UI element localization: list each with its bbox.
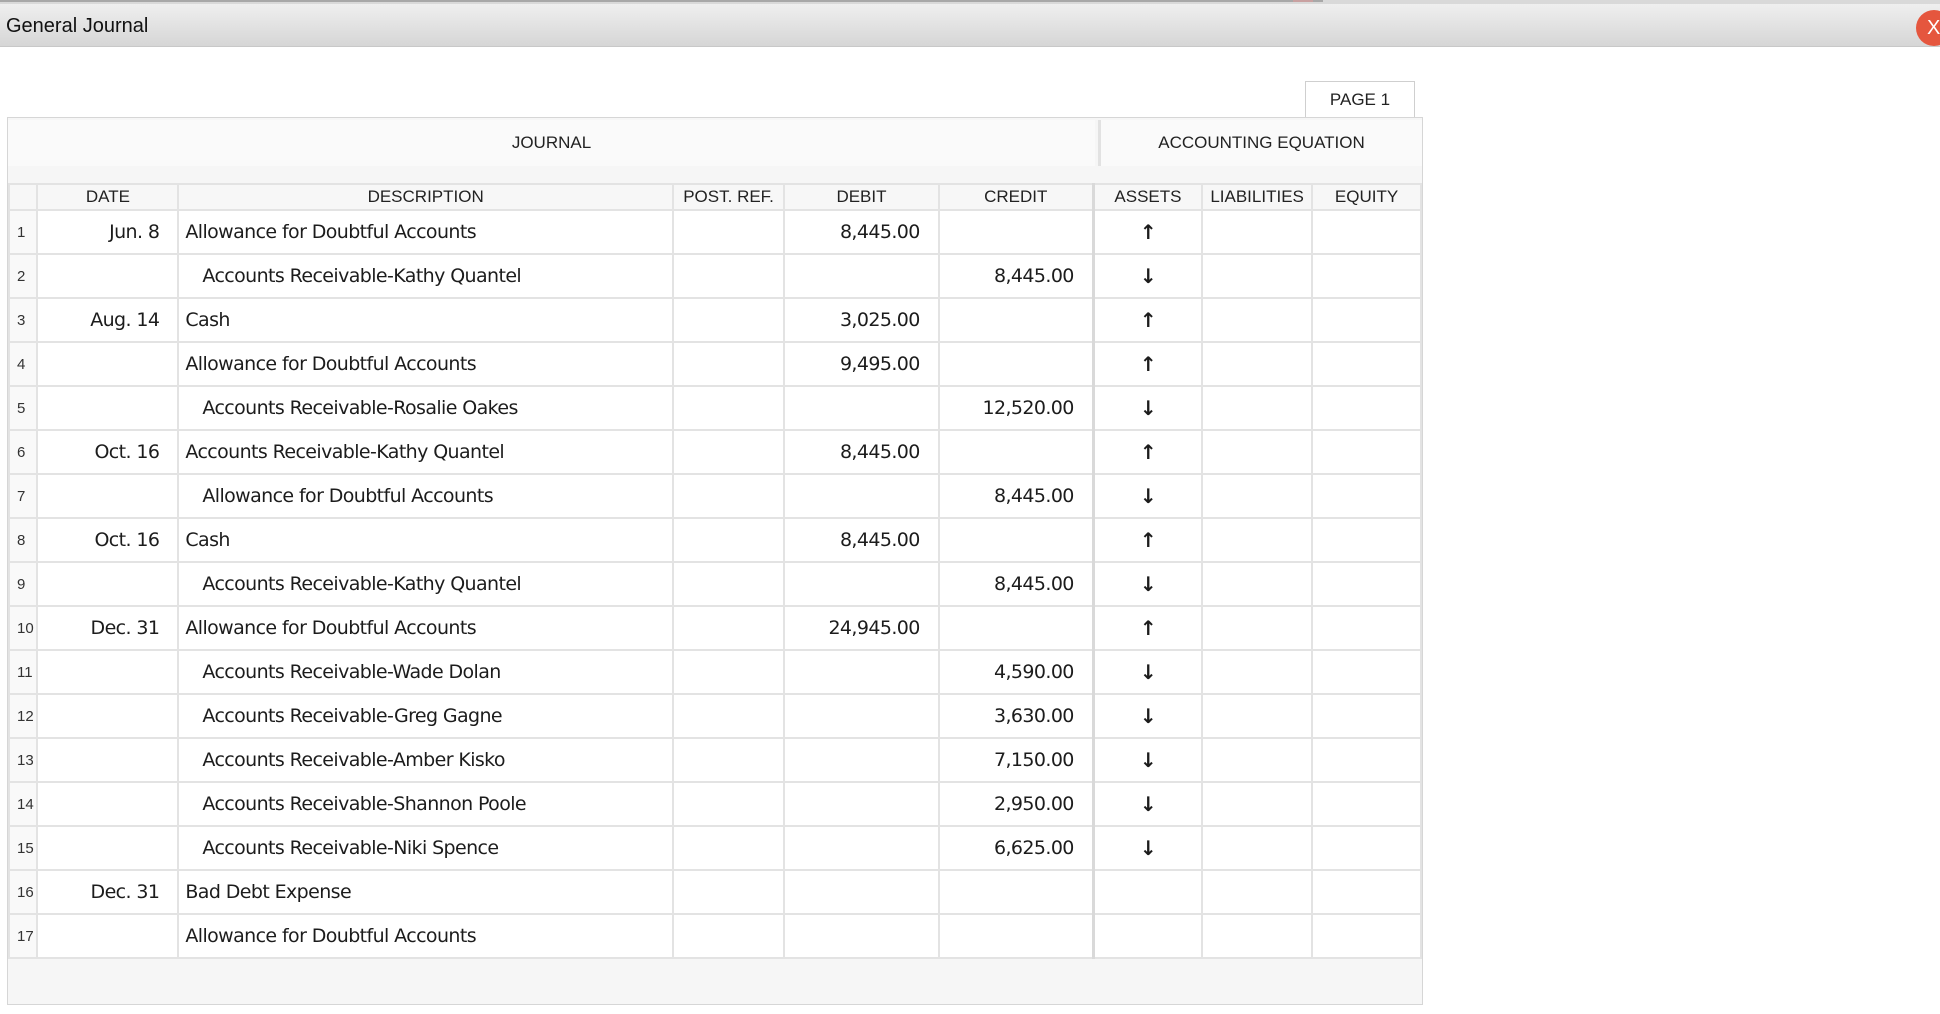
equity-cell[interactable]: [1312, 738, 1421, 782]
credit-cell[interactable]: [939, 342, 1094, 386]
equity-cell[interactable]: [1312, 826, 1421, 870]
liabilities-cell[interactable]: [1202, 518, 1312, 562]
table-row: [9, 914, 1421, 958]
post-ref-cell[interactable]: [673, 650, 784, 694]
description-cell[interactable]: Accounts Receivable-Kathy Quantel: [178, 254, 673, 298]
post-ref-cell[interactable]: [673, 782, 784, 826]
liabilities-cell[interactable]: [1202, 474, 1312, 518]
credit-cell[interactable]: 8,445.00: [939, 562, 1094, 606]
description-cell[interactable]: Allowance for Doubtful Accounts: [178, 474, 673, 518]
post-ref-column-header: POST. REF.: [673, 184, 784, 210]
liabilities-cell[interactable]: [1202, 254, 1312, 298]
liabilities-cell[interactable]: [1202, 342, 1312, 386]
description-cell[interactable]: Accounts Receivable-Amber Kisko: [178, 738, 673, 782]
table-row: [9, 562, 1421, 606]
post-ref-cell[interactable]: [673, 694, 784, 738]
close-button[interactable]: [1916, 10, 1940, 46]
post-ref-cell[interactable]: [673, 210, 784, 254]
close-icon: X: [1927, 17, 1940, 39]
liabilities-cell[interactable]: [1202, 606, 1312, 650]
assets-cell[interactable]: ↓: [1093, 826, 1202, 870]
assets-cell[interactable]: ↓: [1093, 782, 1202, 826]
top-strip-accent: [1293, 0, 1313, 2]
table-row: [9, 738, 1421, 782]
liabilities-cell[interactable]: [1202, 386, 1312, 430]
row-number: 15: [9, 826, 37, 870]
post-ref-cell[interactable]: [673, 870, 784, 914]
row-number: 1: [9, 210, 37, 254]
equity-cell[interactable]: [1312, 342, 1421, 386]
equity-cell[interactable]: [1312, 386, 1421, 430]
assets-cell[interactable]: ↓: [1093, 474, 1202, 518]
table-row: [9, 474, 1421, 518]
assets-cell[interactable]: ↓: [1093, 650, 1202, 694]
description-cell[interactable]: Allowance for Doubtful Accounts: [178, 342, 673, 386]
row-number: 5: [9, 386, 37, 430]
row-number: 3: [9, 298, 37, 342]
debit-cell[interactable]: 8,445.00: [784, 518, 939, 562]
date-cell[interactable]: [37, 914, 178, 958]
row-number: 8: [9, 518, 37, 562]
debit-cell[interactable]: 8,445.00: [784, 210, 939, 254]
date-cell[interactable]: [37, 386, 178, 430]
assets-cell[interactable]: ↓: [1093, 694, 1202, 738]
description-cell[interactable]: Accounts Receivable-Rosalie Oakes: [178, 386, 673, 430]
date-cell[interactable]: Oct. 16: [37, 518, 178, 562]
post-ref-cell[interactable]: [673, 298, 784, 342]
liabilities-cell[interactable]: [1202, 210, 1312, 254]
post-ref-cell[interactable]: [673, 254, 784, 298]
table-row: [9, 342, 1421, 386]
liabilities-cell[interactable]: [1202, 650, 1312, 694]
row-number: 9: [9, 562, 37, 606]
credit-cell[interactable]: 12,520.00: [939, 386, 1094, 430]
assets-column-header: ASSETS: [1093, 184, 1202, 210]
window-title: General Journal: [6, 15, 149, 37]
assets-cell[interactable]: ↓: [1093, 254, 1202, 298]
description-cell[interactable]: Accounts Receivable-Wade Dolan: [178, 650, 673, 694]
date-cell[interactable]: Oct. 16: [37, 430, 178, 474]
equity-cell[interactable]: [1312, 870, 1421, 914]
description-cell[interactable]: Cash: [178, 298, 673, 342]
post-ref-cell[interactable]: [673, 342, 784, 386]
journal-panel: [7, 117, 1423, 1005]
title-bar: [0, 4, 1940, 47]
date-cell[interactable]: [37, 826, 178, 870]
date-cell[interactable]: Aug. 14: [37, 298, 178, 342]
equity-cell[interactable]: [1312, 254, 1421, 298]
post-ref-cell[interactable]: [673, 562, 784, 606]
post-ref-cell[interactable]: [673, 606, 784, 650]
assets-cell[interactable]: ↑: [1093, 430, 1202, 474]
assets-cell[interactable]: [1093, 870, 1202, 914]
table-row: [9, 782, 1421, 826]
credit-cell[interactable]: [939, 298, 1094, 342]
post-ref-cell[interactable]: [673, 474, 784, 518]
equity-cell[interactable]: [1312, 518, 1421, 562]
description-cell[interactable]: Allowance for Doubtful Accounts: [178, 210, 673, 254]
page-tab[interactable]: PAGE 1: [1305, 81, 1415, 117]
table-row: [9, 210, 1421, 254]
row-number: 14: [9, 782, 37, 826]
equity-cell[interactable]: [1312, 650, 1421, 694]
assets-cell[interactable]: ↑: [1093, 298, 1202, 342]
row-number: 10: [9, 606, 37, 650]
equity-cell[interactable]: [1312, 914, 1421, 958]
assets-cell[interactable]: ↑: [1093, 342, 1202, 386]
equity-cell[interactable]: [1312, 298, 1421, 342]
assets-cell[interactable]: ↓: [1093, 386, 1202, 430]
row-number-header: [9, 184, 37, 210]
table-row: [9, 518, 1421, 562]
debit-cell[interactable]: [784, 474, 939, 518]
credit-cell[interactable]: [939, 914, 1094, 958]
date-column-header: DATE: [37, 184, 178, 210]
equity-column-header: EQUITY: [1312, 184, 1421, 210]
credit-cell[interactable]: 4,590.00: [939, 650, 1094, 694]
date-cell[interactable]: [37, 474, 178, 518]
table-row: [9, 386, 1421, 430]
journal-section-header: JOURNAL: [8, 120, 1095, 166]
row-number: 16: [9, 870, 37, 914]
description-cell[interactable]: Accounts Receivable-Greg Gagne: [178, 694, 673, 738]
row-number: 17: [9, 914, 37, 958]
date-cell[interactable]: [37, 782, 178, 826]
debit-cell[interactable]: [784, 826, 939, 870]
row-number: 4: [9, 342, 37, 386]
top-strip-line: [0, 0, 1323, 2]
debit-cell[interactable]: 24,945.00: [784, 606, 939, 650]
date-cell[interactable]: [37, 254, 178, 298]
liabilities-cell[interactable]: [1202, 914, 1312, 958]
debit-cell[interactable]: [784, 650, 939, 694]
date-cell[interactable]: Dec. 31: [37, 870, 178, 914]
description-column-header: DESCRIPTION: [178, 184, 673, 210]
debit-cell[interactable]: [784, 386, 939, 430]
post-ref-cell[interactable]: [673, 914, 784, 958]
debit-cell[interactable]: 9,495.00: [784, 342, 939, 386]
description-cell[interactable]: Accounts Receivable-Niki Spence: [178, 826, 673, 870]
credit-cell[interactable]: 8,445.00: [939, 254, 1094, 298]
row-number: 7: [9, 474, 37, 518]
assets-cell[interactable]: ↑: [1093, 606, 1202, 650]
date-cell[interactable]: [37, 342, 178, 386]
description-cell[interactable]: Allowance for Doubtful Accounts: [178, 606, 673, 650]
equity-cell[interactable]: [1312, 430, 1421, 474]
assets-cell[interactable]: ↑: [1093, 210, 1202, 254]
description-cell[interactable]: Cash: [178, 518, 673, 562]
date-cell[interactable]: [37, 694, 178, 738]
assets-cell[interactable]: ↓: [1093, 738, 1202, 782]
table-row: [9, 298, 1421, 342]
equity-cell[interactable]: [1312, 694, 1421, 738]
debit-cell[interactable]: [784, 782, 939, 826]
credit-cell[interactable]: 8,445.00: [939, 474, 1094, 518]
equity-cell[interactable]: [1312, 562, 1421, 606]
post-ref-cell[interactable]: [673, 430, 784, 474]
description-cell[interactable]: Bad Debt Expense: [178, 870, 673, 914]
liabilities-cell[interactable]: [1202, 430, 1312, 474]
liabilities-cell[interactable]: [1202, 870, 1312, 914]
liabilities-column-header: LIABILITIES: [1202, 184, 1312, 210]
debit-cell[interactable]: [784, 914, 939, 958]
table-row: [9, 430, 1421, 474]
credit-cell[interactable]: 6,625.00: [939, 826, 1094, 870]
journal-table: [8, 183, 1422, 959]
credit-column-header: CREDIT: [939, 184, 1094, 210]
liabilities-cell[interactable]: [1202, 738, 1312, 782]
debit-cell[interactable]: [784, 694, 939, 738]
row-number: 6: [9, 430, 37, 474]
table-row: [9, 870, 1421, 914]
liabilities-cell[interactable]: [1202, 298, 1312, 342]
date-cell[interactable]: Jun. 8: [37, 210, 178, 254]
post-ref-cell[interactable]: [673, 386, 784, 430]
journal-rows: [9, 210, 1421, 958]
date-cell[interactable]: [37, 650, 178, 694]
credit-cell[interactable]: [939, 518, 1094, 562]
post-ref-cell[interactable]: [673, 738, 784, 782]
table-row: [9, 694, 1421, 738]
table-row: [9, 606, 1421, 650]
equity-cell[interactable]: [1312, 210, 1421, 254]
liabilities-cell[interactable]: [1202, 826, 1312, 870]
date-cell[interactable]: Dec. 31: [37, 606, 178, 650]
assets-cell[interactable]: ↑: [1093, 518, 1202, 562]
credit-cell[interactable]: 3,630.00: [939, 694, 1094, 738]
post-ref-cell[interactable]: [673, 826, 784, 870]
row-number: 12: [9, 694, 37, 738]
debit-cell[interactable]: 8,445.00: [784, 430, 939, 474]
credit-cell[interactable]: 7,150.00: [939, 738, 1094, 782]
credit-cell[interactable]: [939, 210, 1094, 254]
table-row: [9, 254, 1421, 298]
post-ref-cell[interactable]: [673, 518, 784, 562]
liabilities-cell[interactable]: [1202, 694, 1312, 738]
description-cell[interactable]: Accounts Receivable-Kathy Quantel: [178, 562, 673, 606]
credit-cell[interactable]: [939, 870, 1094, 914]
debit-column-header: DEBIT: [784, 184, 939, 210]
accounting-equation-section-header: ACCOUNTING EQUATION: [1098, 120, 1422, 166]
description-cell[interactable]: Allowance for Doubtful Accounts: [178, 914, 673, 958]
credit-cell[interactable]: [939, 430, 1094, 474]
description-cell[interactable]: Accounts Receivable-Kathy Quantel: [178, 430, 673, 474]
row-number: 11: [9, 650, 37, 694]
liabilities-cell[interactable]: [1202, 562, 1312, 606]
assets-cell[interactable]: ↓: [1093, 562, 1202, 606]
row-number: 2: [9, 254, 37, 298]
table-row: [9, 826, 1421, 870]
equity-cell[interactable]: [1312, 782, 1421, 826]
debit-cell[interactable]: [784, 562, 939, 606]
debit-cell[interactable]: [784, 738, 939, 782]
equity-cell[interactable]: [1312, 606, 1421, 650]
row-number: 13: [9, 738, 37, 782]
liabilities-cell[interactable]: [1202, 782, 1312, 826]
debit-cell[interactable]: [784, 254, 939, 298]
column-header-row: [9, 184, 1421, 210]
date-cell[interactable]: [37, 738, 178, 782]
credit-cell[interactable]: 2,950.00: [939, 782, 1094, 826]
equity-cell[interactable]: [1312, 474, 1421, 518]
description-cell[interactable]: Accounts Receivable-Shannon Poole: [178, 782, 673, 826]
assets-cell[interactable]: [1093, 914, 1202, 958]
date-cell[interactable]: [37, 562, 178, 606]
debit-cell[interactable]: [784, 870, 939, 914]
debit-cell[interactable]: 3,025.00: [784, 298, 939, 342]
credit-cell[interactable]: [939, 606, 1094, 650]
table-row: [9, 650, 1421, 694]
